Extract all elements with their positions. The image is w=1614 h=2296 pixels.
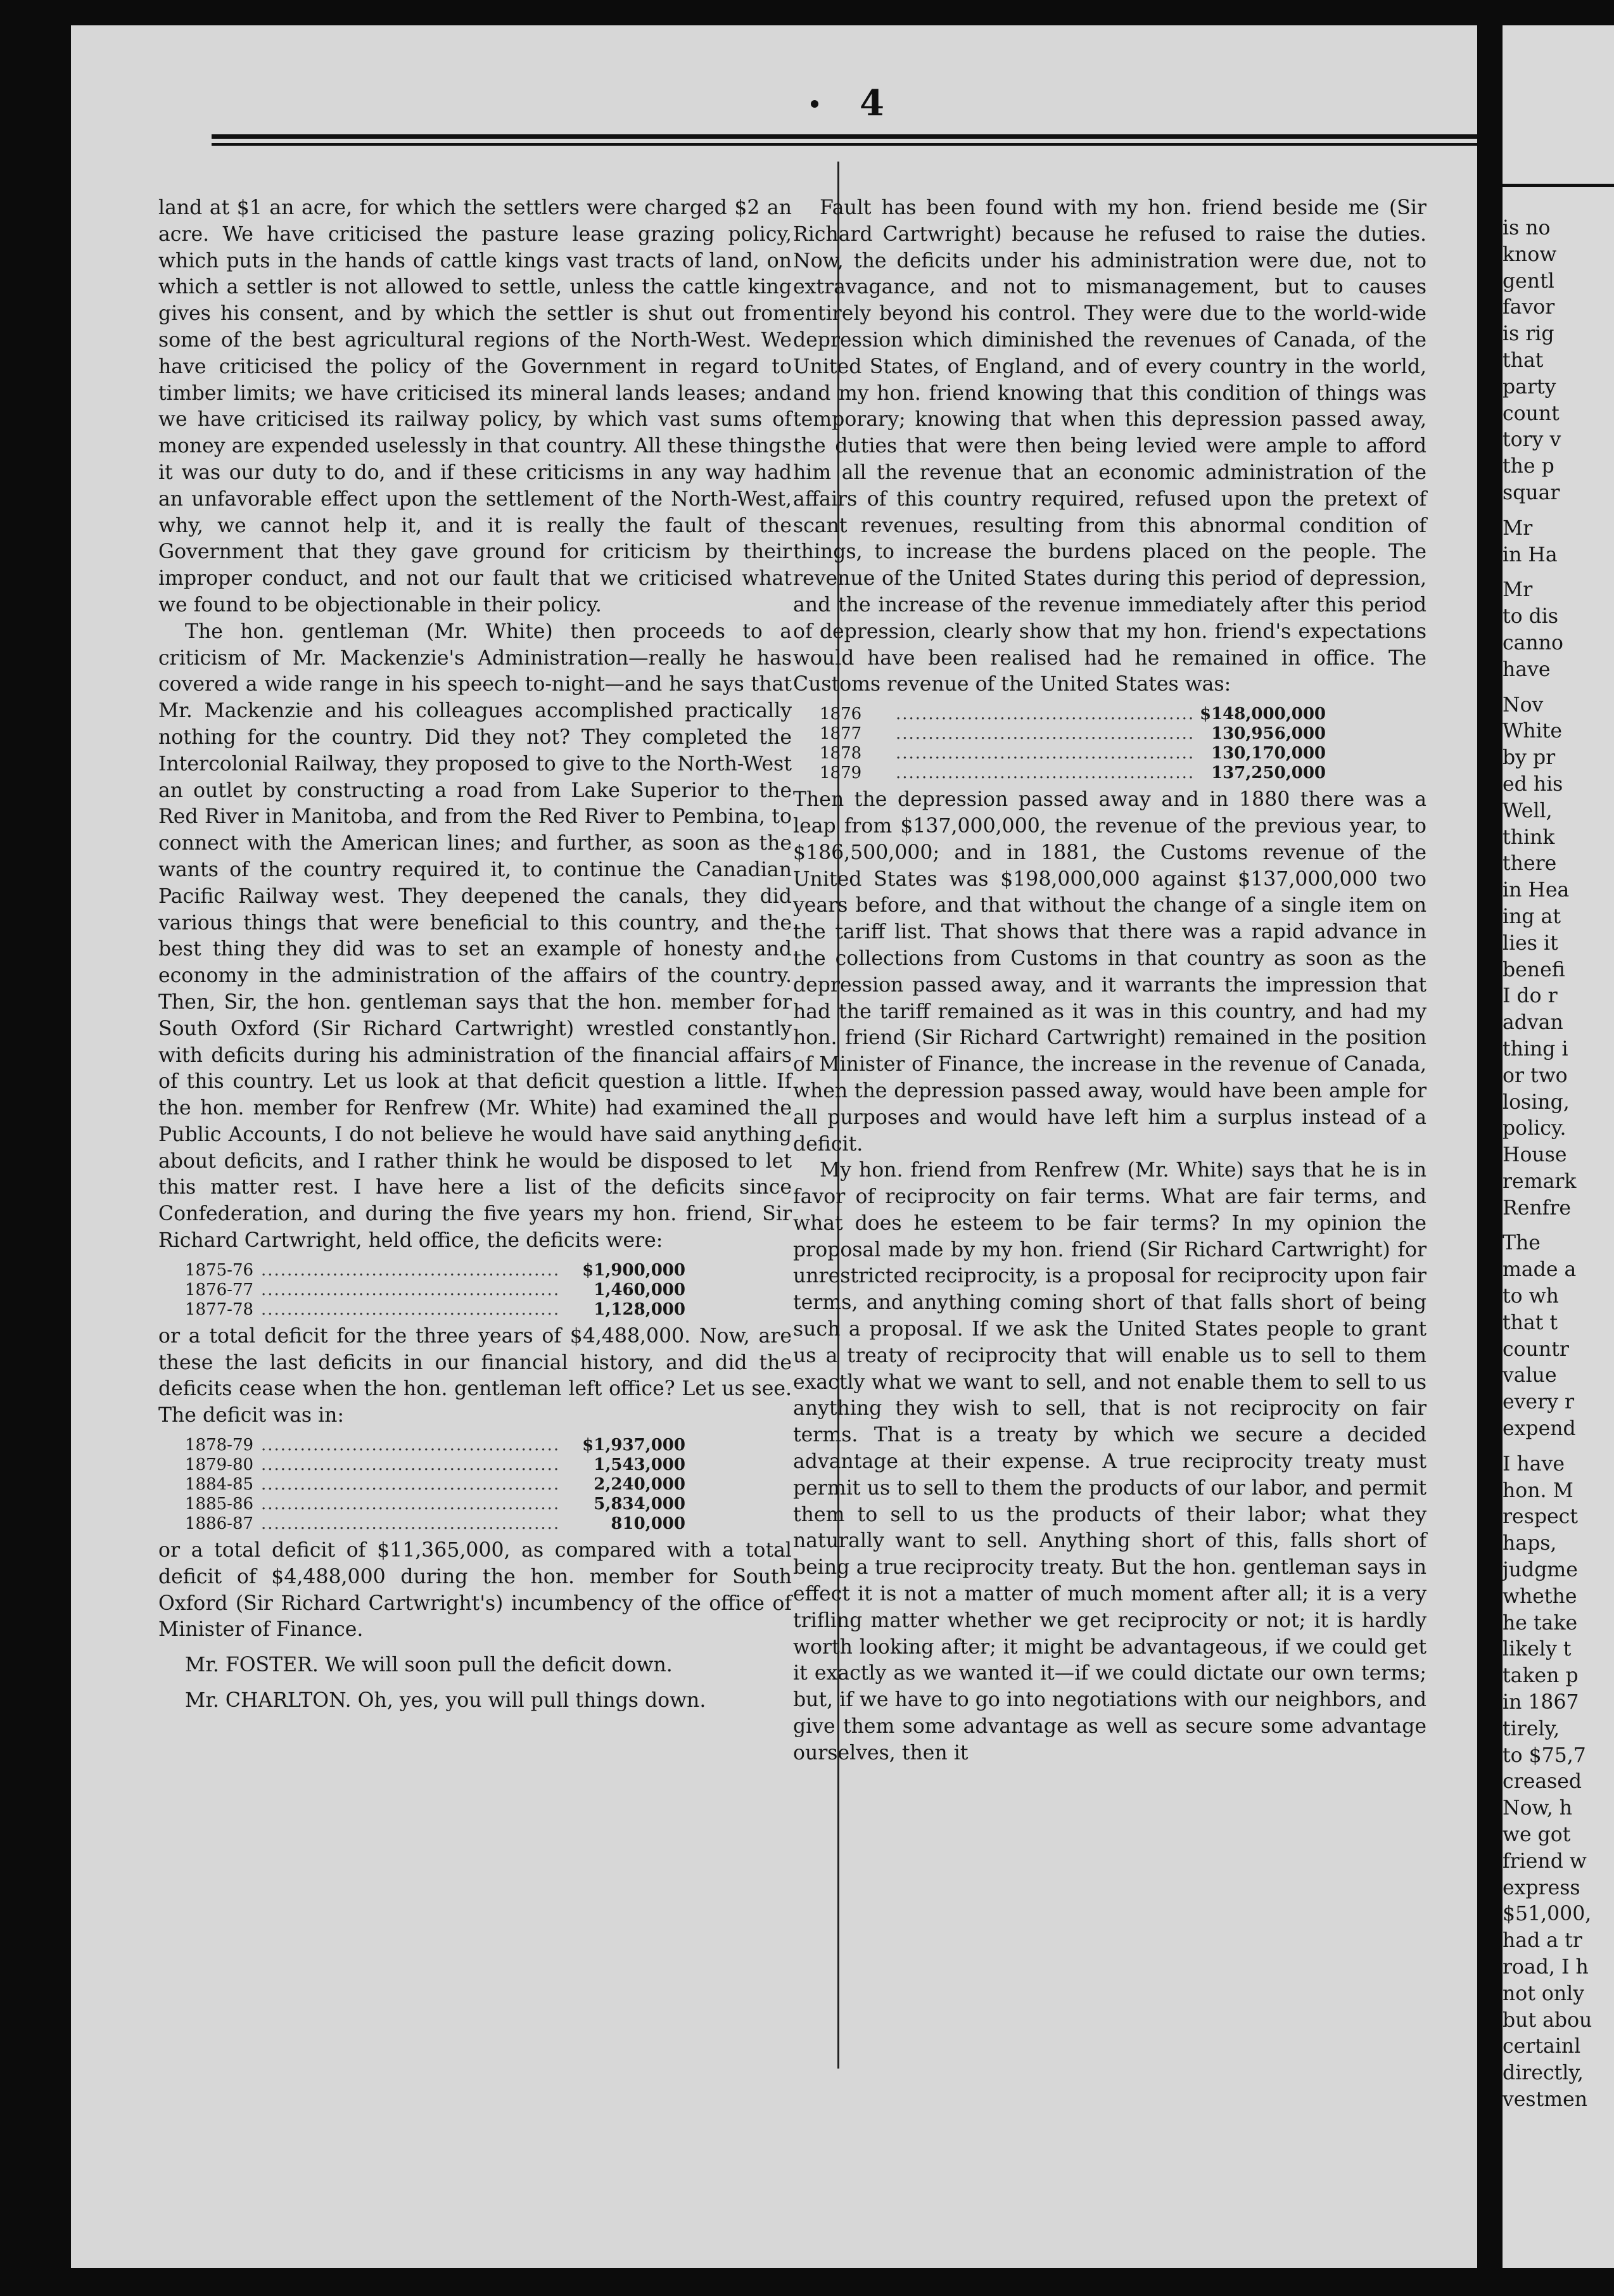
table-amount: 130,170,000 bbox=[1211, 744, 1326, 763]
adjacent-page-line: value bbox=[1503, 1364, 1557, 1387]
leader-dots: .............................................. bbox=[261, 1299, 561, 1319]
adjacent-page-line: respect bbox=[1503, 1505, 1578, 1529]
table-row bbox=[185, 1436, 685, 1455]
table-amount: $1,937,000 bbox=[582, 1436, 685, 1455]
adjacent-page-line: haps, bbox=[1503, 1532, 1557, 1555]
adjacent-page-line: countr bbox=[1503, 1337, 1569, 1361]
table-year: 1879-80 bbox=[185, 1455, 254, 1475]
speaker-paragraph: Mr. FOSTER. We will soon pull the deficit down. bbox=[185, 1654, 673, 1677]
table-amount: $148,000,000 bbox=[1200, 705, 1326, 724]
adjacent-page-line: had a tr bbox=[1503, 1929, 1582, 1953]
table-year: 1879 bbox=[820, 763, 862, 783]
table-year: 1884-85 bbox=[185, 1475, 254, 1495]
table-year: 1877 bbox=[820, 724, 862, 744]
right-column bbox=[793, 195, 1427, 1767]
table-year: 1885-86 bbox=[185, 1495, 254, 1514]
adjacent-page-line: I have bbox=[1503, 1452, 1565, 1476]
adjacent-page-line: in Hea bbox=[1503, 879, 1570, 902]
table-year: 1878-79 bbox=[185, 1436, 254, 1455]
deficit-table-1 bbox=[185, 1261, 685, 1320]
table-amount: 1,460,000 bbox=[594, 1280, 685, 1299]
adjacent-page-line: have bbox=[1503, 658, 1551, 681]
table-amount: 5,834,000 bbox=[594, 1495, 685, 1514]
paragraph: Then the depression passed away and in 1880 there was a leap from $137,000,000, the revenue of the previous year, to $186,500,000; and in 1881, the Customs revenue of the United States was $198,000,000 against $137,000,000 two years before, and that without the change of a single item on the tariff list. That shows that there was a rapid advance in the collections from Customs in that country as soon as the depression passed away, and it warrants the impression that had the tariff remained as it was in this country, and had my hon. friend (Sir Richard Cartwright) remained in the position of Minister of Finance, the increase in the revenue of Canada, when the depression passed away, would have been ample for all purposes and would have left him a surplus instead of a deficit. bbox=[793, 788, 1427, 1156]
table-amount: 1,128,000 bbox=[594, 1299, 685, 1319]
adjacent-page-line: is rig bbox=[1503, 322, 1554, 346]
table-amount: 1,543,000 bbox=[594, 1455, 685, 1475]
adjacent-page-line: likely t bbox=[1503, 1638, 1572, 1661]
leader-dots: .............................................. bbox=[261, 1514, 561, 1534]
table-row bbox=[185, 1475, 685, 1495]
paragraph: Fault has been found with my hon. friend beside me (Sir Richard Cartwright) because he refused to raise the duties. Now, the deficits under his administration were due, not to extravagance, and not to mismanagement, but to causes entirely beyond his control. They were due to the world-wide depression which diminished the revenues of Canada, of the United States, of England, and of every country in the world, and my hon. friend knowing that this condition of things was temporary; knowing that when this depression passed away, the duties that were then being levied were ample to afford him all the revenue that an economic administration of the affairs of this country required, refused upon the pretext of scant revenues, resulting from this abnormal condition of things, to increase the burdens placed on the people. The revenue of the United States during this period of depression, and the increase of the revenue immediately after this period of depression, clearly show that my hon. friend's expectations would have been realised had he remained in office. The Customs revenue of the United States was: bbox=[793, 196, 1427, 696]
adjacent-page-line: there bbox=[1503, 852, 1557, 876]
adjacent-page-line: I do r bbox=[1503, 985, 1558, 1008]
adjacent-page-line: tory v bbox=[1503, 428, 1561, 452]
paragraph: The hon. gentleman (Mr. White) then proceeds to a criticism of Mr. Mackenzie's Administration—really he has covered a wide range in his speech to-night—and he says that Mr. Mackenzie and his colleagues accomplished practically nothing for the country. Did they not? They completed the Intercolonial Railway, they proposed to give to the North-West an outlet by constructing a road from Lake Superior to the Red River in Manitoba, and from the Red River to Pembina, to connect with the American lines; and further, as soon as the wants of the country required it, to continue the Canadian Pacific Railway west. They deepened the canals, they did various things that were beneficial to this country, and the best thing they did was to set an example of honesty and economy in the administration of the affairs of the country. Then, Sir, the hon. gentleman says that the hon. member for South Oxford (Sir Richard Cartwright) wrestled constantly with deficits during his administration of the financial affairs of this country. Let us look at that deficit question a little. If the hon. member for Renfrew (Mr. White) had examined the Public Accounts, I do not believe he would have said anything about deficits, and I rather think he would be disposed to let this matter rest. I have here a list of the deficits since Confederation, and during the five years my hon. friend, Sir Richard Cartwright, held office, the deficits were: bbox=[158, 620, 792, 1253]
table-year: 1875-76 bbox=[185, 1260, 254, 1280]
adjacent-page-line: vestmen bbox=[1503, 2088, 1588, 2111]
adjacent-page-line: House bbox=[1503, 1144, 1567, 1167]
table-amount: 810,000 bbox=[611, 1514, 685, 1534]
leader-dots: .............................................. bbox=[896, 744, 1195, 763]
table-row bbox=[185, 1280, 685, 1300]
adjacent-page-line: hon. M bbox=[1503, 1479, 1573, 1502]
adjacent-page-line: in Ha bbox=[1503, 543, 1558, 566]
adjacent-page-line: he take bbox=[1503, 1611, 1578, 1635]
adjacent-page-line: expend bbox=[1503, 1417, 1576, 1441]
adjacent-page-line: Mr bbox=[1503, 516, 1533, 540]
adjacent-page-line: $51,000, bbox=[1503, 1903, 1592, 1926]
leader-dots: .............................................. bbox=[261, 1260, 561, 1280]
adjacent-page-line: Now, h bbox=[1503, 1797, 1573, 1820]
adjacent-page-line: thing i bbox=[1503, 1037, 1568, 1061]
adjacent-page-line: lies it bbox=[1503, 931, 1558, 955]
leader-dots: .............................................. bbox=[896, 705, 1195, 724]
table-amount: 130,956,000 bbox=[1211, 724, 1326, 744]
adjacent-page-line: know bbox=[1503, 243, 1557, 266]
adjacent-page-line: is no bbox=[1503, 217, 1551, 239]
adjacent-page-line: Mr bbox=[1503, 578, 1533, 602]
adjacent-page-line: certainl bbox=[1503, 2035, 1581, 2058]
adjacent-page-line: The bbox=[1503, 1232, 1541, 1255]
adjacent-page-line: in 1867 bbox=[1503, 1691, 1579, 1714]
adjacent-page-line: favor bbox=[1503, 296, 1555, 319]
adjacent-page-line: directly, bbox=[1503, 2062, 1584, 2085]
adjacent-page-line: every r bbox=[1503, 1391, 1575, 1414]
adjacent-page-line: think bbox=[1503, 826, 1555, 849]
adjacent-page-line: friend w bbox=[1503, 1849, 1587, 1873]
leader-dots: .............................................. bbox=[261, 1475, 561, 1495]
table-year: 1878 bbox=[820, 744, 862, 763]
table-row bbox=[185, 1455, 685, 1475]
table-amount: 2,240,000 bbox=[594, 1475, 685, 1495]
deficit-table-2 bbox=[185, 1436, 685, 1534]
adjacent-page-line: gentl bbox=[1503, 269, 1554, 293]
adjacent-page-line: made a bbox=[1503, 1258, 1577, 1282]
customs-revenue-table bbox=[820, 705, 1326, 783]
leader-dots: .............................................. bbox=[896, 724, 1195, 744]
leader-dots: .............................................. bbox=[261, 1495, 561, 1514]
leader-dots: .............................................. bbox=[261, 1455, 561, 1475]
table-row bbox=[820, 724, 1326, 744]
leader-dots: .............................................. bbox=[261, 1280, 561, 1299]
adjacent-page-line: White bbox=[1503, 720, 1563, 743]
adjacent-page-line: canno bbox=[1503, 631, 1563, 654]
paragraph: or a total deficit of $11,365,000, as compared with a total deficit of $4,488,000 during the hon. member for South Oxford (Sir Richard Cartwright's) incumbency of the office of Minister of Finance. bbox=[158, 1539, 792, 1642]
adjacent-page-line: judgme bbox=[1503, 1559, 1578, 1582]
adjacent-page-line: not only bbox=[1503, 1982, 1585, 2005]
adjacent-page-line: taken p bbox=[1503, 1664, 1579, 1688]
adjacent-page-line: but abou bbox=[1503, 2008, 1592, 2032]
adjacent-page bbox=[1503, 25, 1614, 2268]
table-year: 1886-87 bbox=[185, 1514, 254, 1534]
table-row bbox=[820, 744, 1326, 763]
adjacent-page-line: to dis bbox=[1503, 605, 1559, 628]
adjacent-page-line: that bbox=[1503, 348, 1544, 372]
adjacent-page-line: we got bbox=[1503, 1823, 1571, 1847]
leader-dots: .............................................. bbox=[261, 1436, 561, 1455]
adjacent-page-line: losing, bbox=[1503, 1090, 1570, 1114]
table-row bbox=[185, 1514, 685, 1534]
page bbox=[71, 25, 1477, 2268]
table-year: 1877-78 bbox=[185, 1299, 254, 1319]
left-column bbox=[158, 195, 792, 1714]
paragraph: or a total deficit for the three years of $4,488,000. Now, are these the last deficits in our financial history, and did the deficits cease when the hon. gentleman left office? Let us see. The deficit was in: bbox=[158, 1324, 792, 1427]
speaker-paragraph: Mr. CHARLTON. Oh, yes, you will pull things down. bbox=[185, 1689, 706, 1712]
paragraph: land at $1 an acre, for which the settlers were charged $2 an acre. We have criticised the pasture lease grazing policy, which puts in the hands of cattle kings vast tracts of land, on which a settler is not allowed to settle, unless the cattle king gives his consent, and by which the settler is shut out from some of the best agricultural regions of the North-West. We have criticised the policy of the Government in regard to timber limits; we have criticised its mineral lands leases; and we have criticised its railway policy, by which vast sums of money are expended uselessly in that country. All these things it was our duty to do, and if these criticisms in any way had an unfavorable effect upon the settlement of the North-West, why, we cannot help it, and it is really the fault of the Government that they gave ground for criticism by their improper conduct, and not our fault that we criticised what we found to be objectionable in their policy. bbox=[158, 196, 792, 616]
adjacent-page-line: by pr bbox=[1503, 746, 1556, 770]
adjacent-page-line: road, I h bbox=[1503, 1956, 1589, 1979]
table-amount: $1,900,000 bbox=[582, 1260, 685, 1280]
adjacent-page-line: Well, bbox=[1503, 799, 1553, 822]
adjacent-page-rule bbox=[1503, 184, 1614, 187]
adjacent-page-line: ing at bbox=[1503, 905, 1561, 928]
adjacent-page-line: ed his bbox=[1503, 772, 1563, 796]
table-row bbox=[820, 763, 1326, 783]
adjacent-page-line: to wh bbox=[1503, 1285, 1559, 1308]
adjacent-page-text bbox=[1503, 215, 1614, 2114]
table-year: 1876-77 bbox=[185, 1280, 254, 1299]
adjacent-page-line: policy. bbox=[1503, 1117, 1566, 1140]
adjacent-page-line: remark bbox=[1503, 1170, 1577, 1193]
header-rule-thick bbox=[212, 134, 1477, 139]
header-rule-thin bbox=[212, 143, 1477, 146]
table-row bbox=[185, 1300, 685, 1320]
paragraph: My hon. friend from Renfrew (Mr. White) says that he is in favor of reciprocity on fair terms. What are fair terms, and what does he esteem to be fair terms? In my opinion the proposal made by my hon. friend (Sir Richard Cartwright) for unrestricted reciprocity, is a proposal for reciprocity upon fair terms, and anything coming short of that falls short of being such a proposal. If we ask the United States people to grant us a treaty of reciprocity that will enable us to sell to them exactly what we want to sell, and not enable them to sell to us anything they wish to sell, that is not reciprocity on fair terms. That is a treaty by which we secure a decided advantage at their expense. A true reciprocity treaty must permit us to sell to them the products of our labor, and permit them to sell to us the products of their labor; what they naturally want to sell. Anything short of this, falls short of being a true reciprocity treaty. But the hon. gentleman says in effect it is not a matter of much moment after all; it is a very trifling matter whether we get reciprocity or not; it is hardly worth looking after; it might be advantageous, if we could get it exactly as we wanted it—if we could dictate our own terms; but, if we have to go into negotiations with our neighbors, and give them some advantage as well as secure some advantage ourselves, then it bbox=[793, 1159, 1427, 1764]
table-row bbox=[820, 705, 1326, 724]
table-row bbox=[185, 1495, 685, 1514]
adjacent-page-line: to $75,7 bbox=[1503, 1744, 1586, 1767]
table-amount: 137,250,000 bbox=[1211, 763, 1326, 783]
adjacent-page-line: creased bbox=[1503, 1770, 1582, 1794]
adjacent-page-line: or two bbox=[1503, 1064, 1568, 1087]
adjacent-page-line: tirely, bbox=[1503, 1717, 1560, 1740]
adjacent-page-line: count bbox=[1503, 402, 1560, 425]
table-row bbox=[185, 1261, 685, 1280]
table-year: 1876 bbox=[820, 705, 862, 724]
adjacent-page-line: party bbox=[1503, 375, 1556, 399]
ornament-dot bbox=[811, 100, 818, 108]
adjacent-page-line: Renfre bbox=[1503, 1196, 1572, 1220]
page-number: 4 bbox=[860, 82, 884, 124]
leader-dots: .............................................. bbox=[896, 763, 1195, 783]
adjacent-page-line: express bbox=[1503, 1876, 1580, 1899]
adjacent-page-line: that t bbox=[1503, 1311, 1558, 1334]
adjacent-page-line: squar bbox=[1503, 481, 1560, 504]
adjacent-page-line: advan bbox=[1503, 1011, 1563, 1035]
adjacent-page-line: the p bbox=[1503, 455, 1554, 478]
adjacent-page-line: Nov bbox=[1503, 693, 1544, 717]
adjacent-page-line: benefi bbox=[1503, 958, 1565, 981]
adjacent-page-line: whethe bbox=[1503, 1585, 1577, 1608]
